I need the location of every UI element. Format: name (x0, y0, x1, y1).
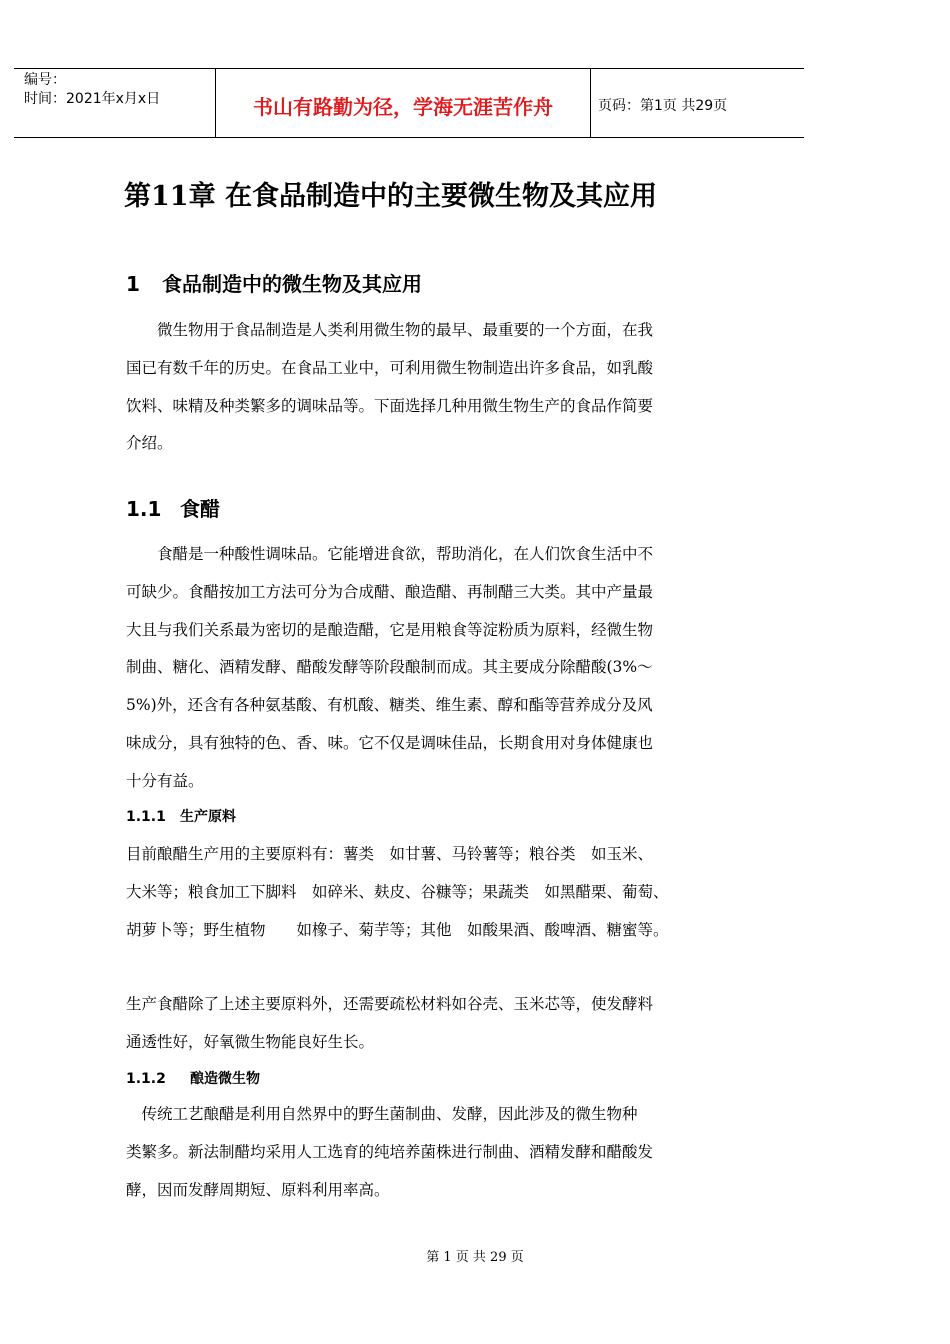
paragraph-line: 酵，因而发酵周期短、原料利用率高。 (126, 1180, 390, 1199)
paragraph-line: 食醋是一种酸性调味品。它能增进食欲，帮助消化，在人们饮食生活中不 (126, 545, 654, 563)
paragraph-line: 大且与我们关系最为密切的是酿造醋，它是用粮食等淀粉质为原料，经微生物 (126, 620, 654, 639)
subsection-title: 食醋 (180, 497, 220, 521)
paragraph-line: 味成分，具有独特的色、香、味。它不仅是调味佳品，长期食用对身体健康也 (126, 733, 654, 752)
header-motto: 书山有路勤为径，学海无涯苦作舟 (253, 95, 553, 119)
paragraph-line: 生产食醋除了上述主要原料外，还需要疏松材料如谷壳、玉米芯等，使发酵料 (126, 995, 654, 1013)
subsubsection-heading (126, 806, 236, 826)
subsubsection-number: 1.1.2 (126, 1071, 166, 1087)
intro-paragraph (126, 312, 716, 463)
paragraph-line: 大米等；粮食加工下脚料 如碎米、麸皮、谷糠等；果蔬类 如黑醋栗、葡萄、 (126, 882, 669, 901)
paragraph-line: 微生物用于食品制造是人类利用微生物的最早、最重要的一个方面，在我 (126, 321, 654, 339)
paragraph-line: 胡萝卜等；野生植物 如橡子、菊芋等；其他 如酸果酒、酸啤酒、糖蜜等。 (126, 920, 669, 939)
header-divider (590, 69, 591, 137)
paragraph-line: 5%)外，还含有各种氨基酸、有机酸、糖类、维生素、醇和酯等营养成分及风 (126, 696, 653, 715)
paragraph-line: 饮料、味精及种类繁多的调味品等。下面选择几种用微生物生产的食品作简要 (126, 396, 654, 415)
section-title: 食品制造中的微生物及其应用 (162, 272, 422, 296)
subsubsection-title: 酿造微生物 (190, 1071, 260, 1087)
raw-materials-paragraph (126, 836, 716, 949)
header-meta (24, 71, 224, 109)
serial-label: 编号： (24, 72, 66, 88)
paragraph-line: 可缺少。食醋按加工方法可分为合成醋、酿造醋、再制醋三大类。其中产量最 (126, 582, 654, 601)
vinegar-paragraph (126, 536, 716, 801)
section-heading (126, 268, 422, 297)
subsubsection-title: 生产原料 (180, 809, 236, 825)
subsubsection-number: 1.1.1 (126, 809, 166, 825)
page-footer: 第 1 页 共 29 页 (426, 1250, 524, 1265)
microbes-paragraph (126, 1096, 716, 1209)
section-number: 1 (126, 272, 140, 296)
subsection-number: 1.1 (126, 497, 162, 521)
paragraph-line: 介绍。 (126, 434, 173, 453)
paragraph-line: 十分有益。 (126, 771, 204, 790)
page-header (14, 68, 804, 138)
paragraph-line: 类繁多。新法制醋均采用人工选育的纯培养菌株进行制曲、酒精发酵和醋酸发 (126, 1142, 654, 1161)
chapter-title: 第11章 在食品制造中的主要微生物及其应用 (124, 181, 657, 212)
auxiliary-materials-paragraph (126, 986, 716, 1062)
time-label: 时间：2021年x月x日 (24, 91, 161, 107)
paragraph-line: 目前酿醋生产用的主要原料有：薯类 如甘薯、马铃薯等；粮谷类 如玉米、 (126, 845, 654, 863)
paragraph-line: 国已有数千年的历史。在食品工业中，可利用微生物制造出许多食品，如乳酸 (126, 358, 654, 377)
paragraph-line: 通透性好，好氧微生物能良好生长。 (126, 1032, 375, 1051)
paragraph-line: 制曲、糖化、酒精发酵、醋酸发酵等阶段酿制而成。其主要成分除醋酸(3%～ (126, 658, 653, 677)
subsection-heading (126, 493, 220, 522)
subsubsection-heading (126, 1068, 260, 1088)
header-page-info: 页码：第1页 共29页 (598, 98, 728, 114)
paragraph-line: 传统工艺酿醋是利用自然界中的野生菌制曲、发酵，因此涉及的微生物种 (126, 1105, 638, 1123)
